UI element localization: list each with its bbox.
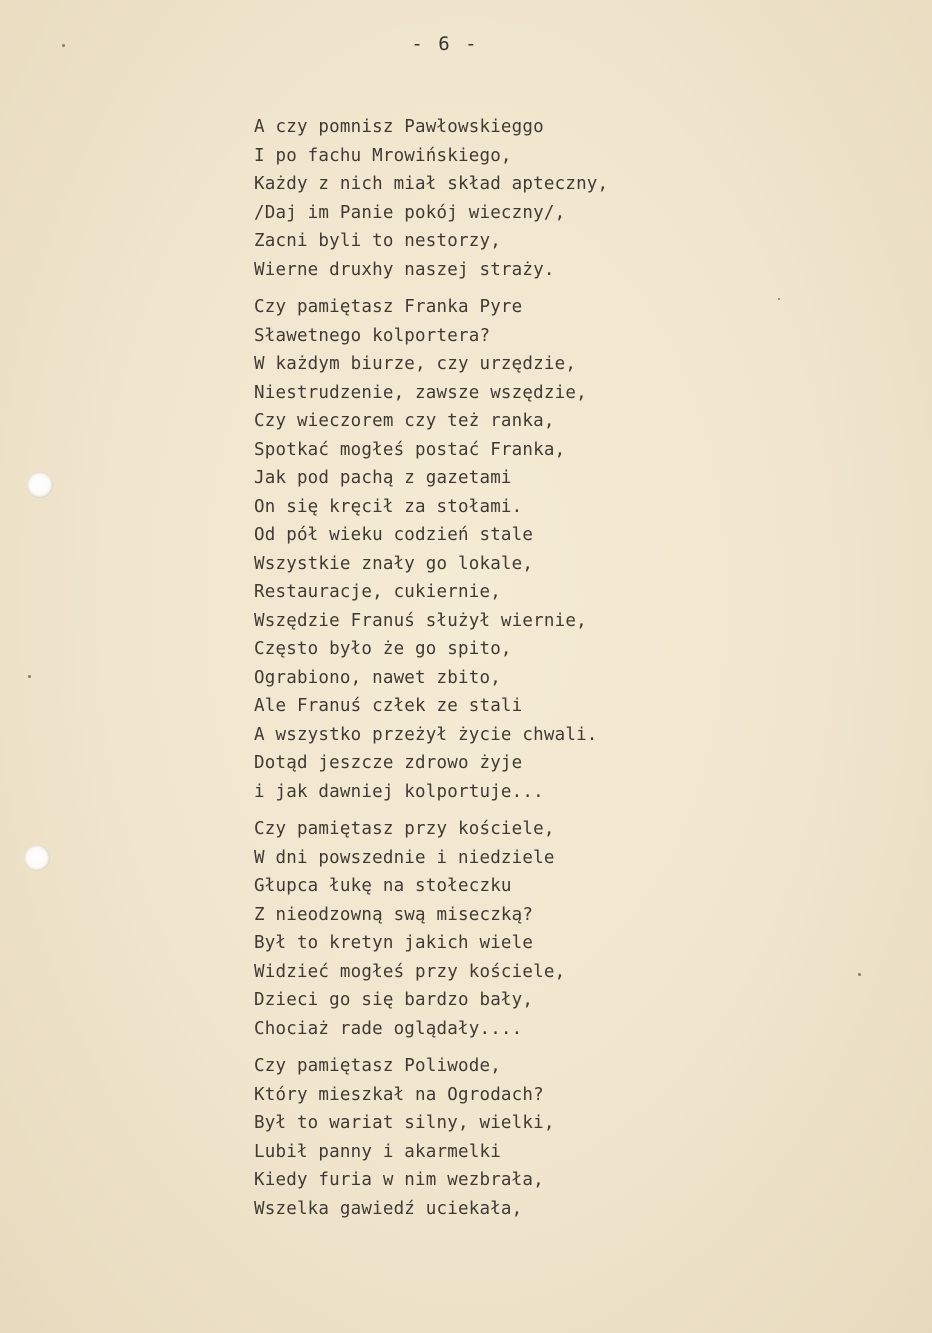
poem-line: A czy pomnisz Pawłowskieggo — [254, 117, 544, 137]
page-number: - 6 - — [411, 33, 479, 55]
stanza — [254, 815, 854, 1043]
poem-line: Czy pamiętasz Franka Pyre — [254, 297, 523, 317]
poem-line: /Daj im Panie pokój wieczny/, — [254, 202, 566, 223]
stanza — [254, 293, 854, 806]
paper-speck — [62, 44, 65, 47]
poem-line: W każdym biurze, czy urzędzie, — [254, 354, 577, 374]
poem-line: On się kręcił za stołami. — [254, 496, 523, 517]
poem-line: Wierne druxhy naszej straży. — [254, 259, 555, 280]
punch-hole — [24, 845, 50, 871]
poem-line: Każdy z nich miał skład apteczny, — [254, 174, 609, 194]
poem-line: Który mieszkał na Ogrodach? — [254, 1084, 544, 1105]
paper-speck — [858, 973, 861, 976]
poem-line: Kiedy furia w nim wezbrała, — [254, 1170, 544, 1190]
poem-line: Czy wieczorem czy też ranka, — [254, 411, 555, 431]
poem-line: Czy pamiętasz Poliwode, — [254, 1056, 501, 1076]
poem-line: Z nieodzowną swą miseczką? — [254, 904, 534, 925]
poem-line: Lubił panny i akarmelki — [254, 1141, 501, 1162]
punch-hole — [27, 472, 53, 498]
poem-line: Ograbiono, nawet zbito, — [254, 667, 501, 688]
poem-line: Zacni byli to nestorzy, — [254, 231, 501, 251]
poem-line: Restauracje, cukiernie, — [254, 582, 501, 602]
poem-line: Ale Franuś człek ze stali — [254, 696, 523, 716]
poem-line: Wszędzie Franuś służył wiernie, — [254, 610, 587, 631]
poem-line: Głupca łukę na stołeczku — [254, 876, 512, 896]
poem-line: Spotkać mogłeś postać Franka, — [254, 439, 566, 460]
poem-line: Wszelka gawiedź uciekała, — [254, 1198, 523, 1219]
poem-line: Dotąd jeszcze zdrowo żyje — [254, 753, 523, 773]
poem-line: Chociaż rade oglądały.... — [254, 1018, 523, 1039]
poem-line: i jak dawniej kolportuje... — [254, 781, 544, 802]
poem-line: Jak pod pachą z gazetami — [254, 468, 512, 488]
poem-line: Dzieci go się bardzo bały, — [254, 990, 534, 1010]
paper-speck — [28, 675, 31, 678]
poem-line: Od pół wieku codzień stale — [254, 525, 534, 545]
poem-line: I po fachu Mrowińskiego, — [254, 145, 512, 166]
stanza — [254, 113, 854, 284]
poem-line: Czy pamiętasz przy kościele, — [254, 819, 555, 839]
poem-line: A wszystko przeżył życie chwali. — [254, 724, 598, 745]
poem-body — [254, 113, 854, 1223]
poem-line: Był to wariat silny, wielki, — [254, 1113, 555, 1133]
poem-line: Często było że go spito, — [254, 639, 512, 659]
stanza — [254, 1052, 854, 1223]
poem-line: Sławetnego kolportera? — [254, 325, 491, 346]
poem-line: Widzieć mogłeś przy kościele, — [254, 961, 566, 982]
poem-line: Był to kretyn jakich wiele — [254, 933, 534, 953]
poem-line: Wszystkie znały go lokale, — [254, 553, 534, 574]
poem-line: W dni powszednie i niedziele — [254, 847, 555, 868]
poem-line: Niestrudzenie, zawsze wszędzie, — [254, 382, 587, 403]
